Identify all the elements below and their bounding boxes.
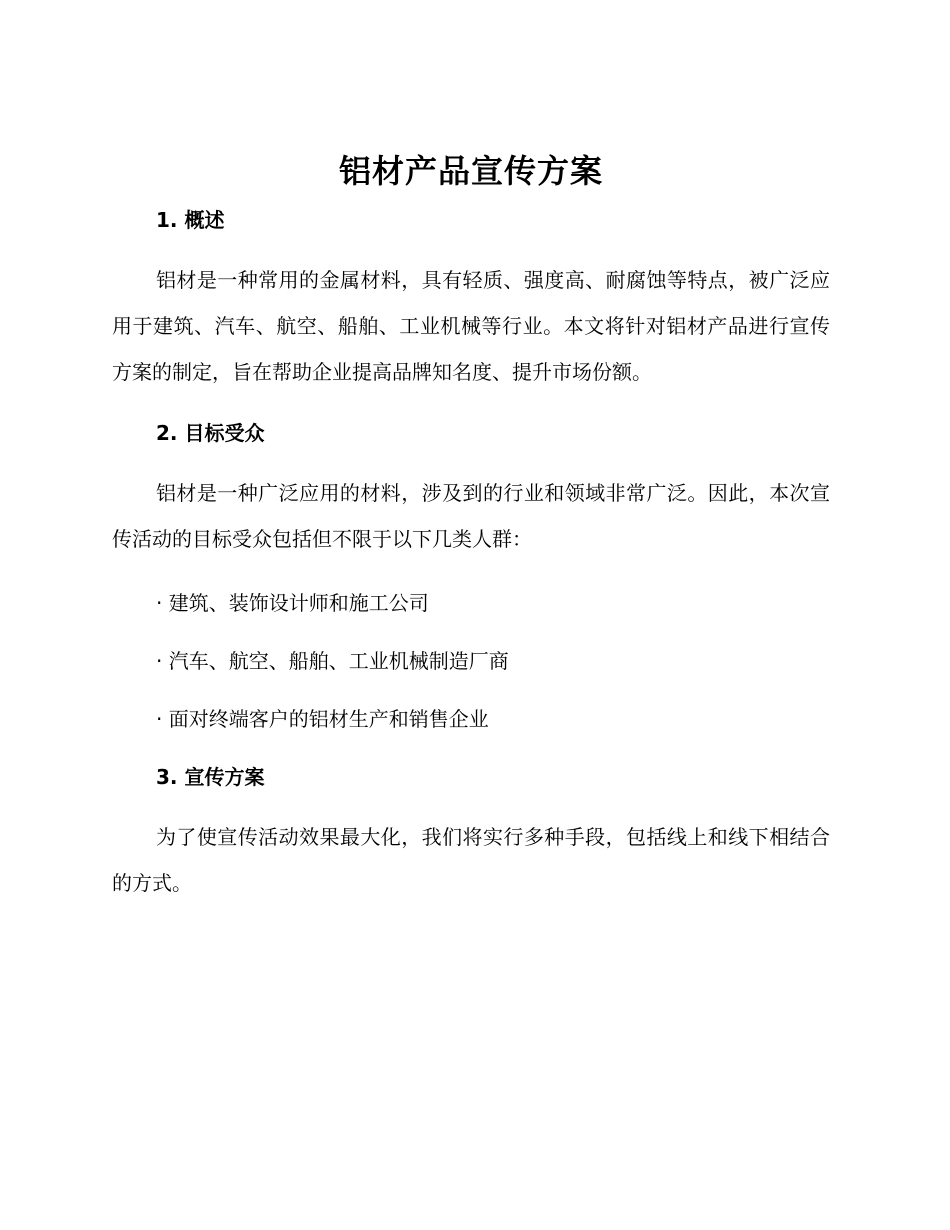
bullet-item-designers: · 建筑、装饰设计师和施工公司 [156, 591, 429, 615]
section-heading-promotion-plan: 3. 宣传方案 [156, 765, 265, 789]
section-paragraph-overview: 铝材是一种常用的金属材料，具有轻质、强度高、耐腐蚀等特点，被广泛应用于建筑、汽车、航空、船舶、工业机械等行业。本文将针对铝材产品进行宣传方案的制定，旨在帮助企业提高品牌知名度、提升市场份额。 [112, 268, 830, 384]
bullet-item-manufacturers: · 汽车、航空、船舶、工业机械制造厂商 [156, 649, 509, 673]
section-heading-overview: 1. 概述 [156, 208, 225, 232]
section-paragraph-target-audience: 铝材是一种广泛应用的材料，涉及到的行业和领域非常广泛。因此，本次宣传活动的目标受众包括但不限于以下几类人群： [112, 481, 830, 551]
document-title: 铝材产品宣传方案 [338, 152, 603, 190]
section-heading-target-audience: 2. 目标受众 [156, 421, 265, 445]
bullet-item-producers: · 面对终端客户的铝材生产和销售企业 [156, 707, 489, 731]
section-paragraph-promotion-plan: 为了使宣传活动效果最大化，我们将实行多种手段，包括线上和线下相结合的方式。 [112, 825, 830, 895]
